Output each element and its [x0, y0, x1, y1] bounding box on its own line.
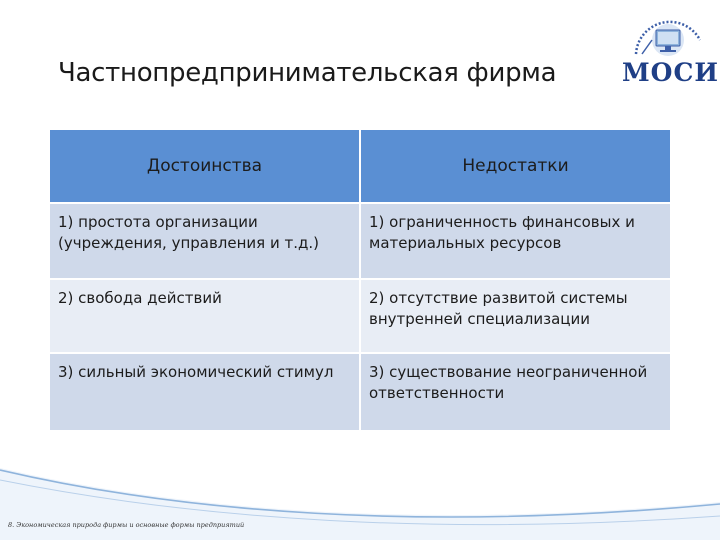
table-row [50, 279, 670, 353]
advantage-cell: 3) сильный экономический стимул [50, 353, 360, 430]
advantage-cell: 1) простота организации (учреждения, управления и т.д.) [50, 203, 360, 279]
comparison-table [50, 130, 670, 430]
table-row [50, 203, 670, 279]
mosi-logo [622, 10, 719, 102]
disadvantage-cell: 3) существование неограниченной ответственности [360, 353, 670, 430]
table-row [50, 353, 670, 430]
logo-text: МОСИ [622, 58, 719, 87]
table-header-row [50, 130, 670, 203]
slide-title: Частнопредпринимательская фирма [58, 58, 557, 88]
logo-emblem-icon [622, 10, 719, 102]
slide-footer: 8. Экономическая природа фирмы и основные формы предприятий [8, 521, 245, 529]
header-disadvantages: Недостатки [360, 130, 670, 203]
disadvantage-cell: 1) ограниченность финансовых и материальных ресурсов [360, 203, 670, 279]
advantage-cell: 2) свобода действий [50, 279, 360, 353]
disadvantage-cell: 2) отсутствие развитой системы внутренней специализации [360, 279, 670, 353]
header-advantages: Достоинства [50, 130, 360, 203]
